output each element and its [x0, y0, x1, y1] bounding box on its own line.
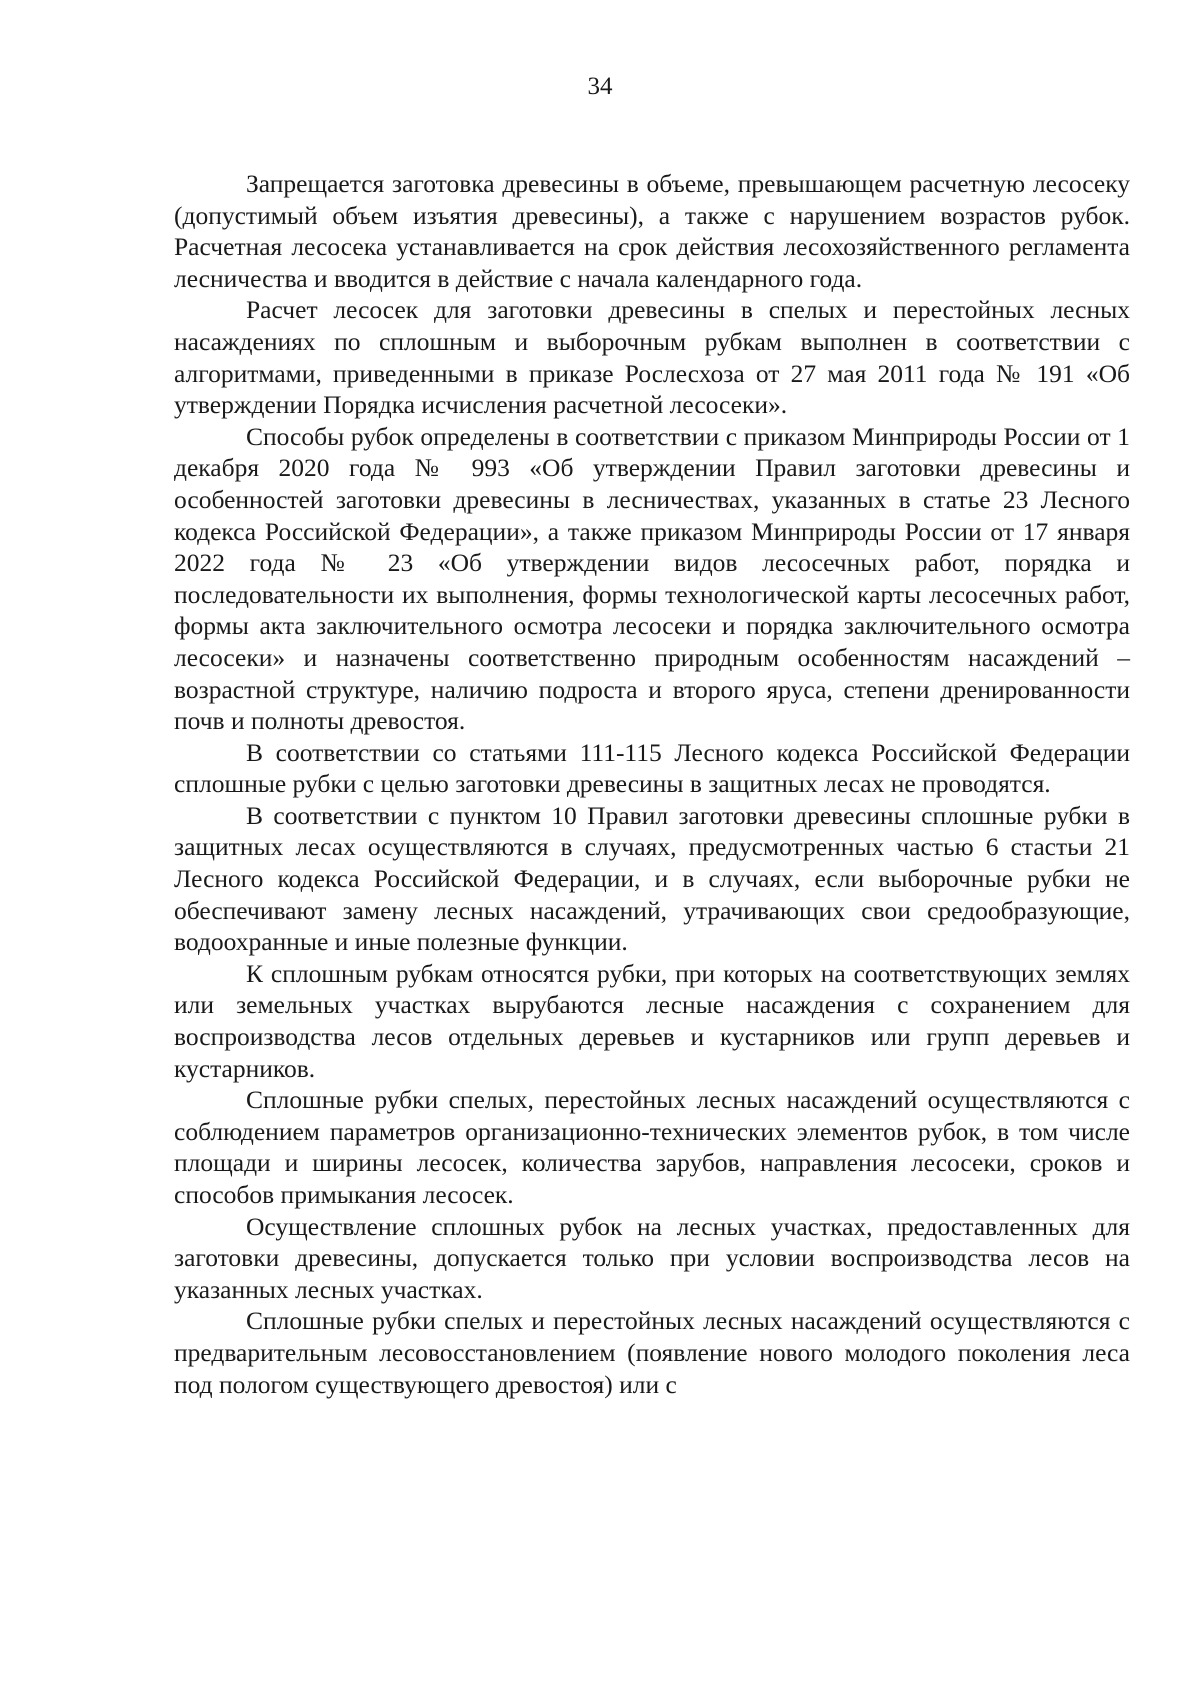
paragraph-cutting-methods: Способы рубок определены в соответствии с приказом Минприроды России от 1 декабря 2020 года № 993 «Об утверждении Правил заготовки древесины и особенностей заготовки древесины в лесничествах, указанных в статье 23 Лесного кодекса Российской Федерации», а также приказом Минприроды России от 17 января 2022 года № 23 «Об утверждении видов лесосечных работ, порядка и последовательности их выполнения, формы технологической карты лесосечных работ, формы акта заключительного осмотра лесосеки и порядка заключительного осмотра лесосеки» и назначены соответственно природным особенностям насаждений – возрастной структуре, наличию подроста и второго яруса, степени дренированности почв и полноты древостоя.: [174, 421, 1130, 736]
paragraph-clear-cutting-definition: К сплошным рубкам относятся рубки, при которых на соответствующих землях или земельных участках вырубаются лесные насаждения с сохранением для воспроизводства лесов отдельных деревьев и кустарников или групп деревьев и кустарников.: [174, 958, 1130, 1083]
paragraph-reforestation-condition: Осуществление сплошных рубок на лесных участках, предоставленных для заготовки древесины, допускается только при условии воспроизводства лесов на указанных лесных участках.: [174, 1211, 1130, 1304]
paragraph-clear-cutting-cases: В соответствии с пунктом 10 Правил заготовки древесины сплошные рубки в защитных лесах осуществляются в случаях, предусмотренных частью 6 стастьи 21 Лесного кодекса Российской Федерации, и в случаях, если выборочные рубки не обеспечивают замену лесных насаждений, утрачивающих свои средообразующие, водоохранные и иные полезные функции.: [174, 800, 1130, 957]
paragraph-preliminary-reforestation: Сплошные рубки спелых и перестойных лесных насаждений осуществляются с предварительным лесовосстановлением (появление нового молодого поколения леса под пологом существующего древостоя) или с: [174, 1306, 1130, 1399]
paragraph-clear-cutting-parameters: Сплошные рубки спелых, перестойных лесных насаждений осуществляются с соблюдением параметров организационно-технических элементов рубок, в том числе площади и ширины лесосек, количества зарубов, направления лесосеки, сроков и способов примыкания лесосек.: [174, 1085, 1130, 1209]
paragraph-cutting-area-calculation: Расчет лесосек для заготовки древесины в спелых и перестойных лесных насаждениях по сплошным и выборочным рубкам выполнен в соответствии с алгоритмами, приведенными в приказе Рослесхоза от 27 мая 2011 года № 191 «Об утверждении Порядка исчисления расчетной лесосеки».: [174, 295, 1130, 420]
paragraph-timber-volume-limit: Запрещается заготовка древесины в объеме, превышающем расчетную лесосеку (допустимый объем изъятия древесины), а также с нарушением возрастов рубок. Расчетная лесосека устанавливается на срок действия лесохозяйственного регламента лесничества и вводится в действие с начала календарного года.: [174, 169, 1130, 293]
paragraph-protective-forests: В соответствии со статьями 111-115 Лесного кодекса Российской Федерации сплошные рубки с целью заготовки древесины в защитных лесах не проводятся.: [174, 737, 1130, 799]
document-body: [174, 168, 1130, 1400]
page-number: 34: [587, 73, 613, 100]
